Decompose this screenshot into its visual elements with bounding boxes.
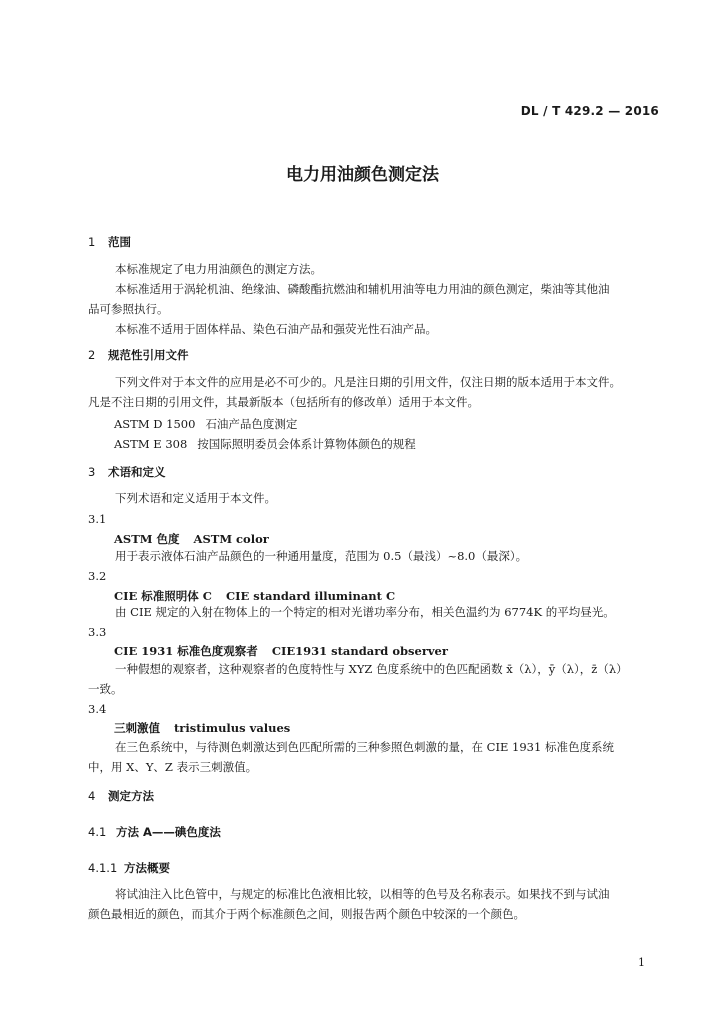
section-1-body [88,259,658,339]
reference-name: 石油产品色度测定 [205,417,298,431]
paragraph-continuation: 颜色最相近的颜色，而其介于两个标准颜色之间，则报告两个颜色中较深的一个颜色。 [88,907,525,921]
term-title [114,643,448,659]
reference-code: ASTM D 1500 [114,417,196,431]
term-title [114,588,395,604]
section-4-body [88,884,668,924]
subsection-4-1-heading [88,824,221,840]
paragraph: 本标准适用于涡轮机油、绝缘油、磷酸酯抗燃油和辅机用油等电力用油的颜色测定，柴油等其他油 [115,282,610,296]
term-definition [88,659,668,699]
term-definition [88,737,668,777]
reference-item [114,436,416,452]
term-en: CIE standard illuminant C [225,589,396,603]
term-title [114,531,269,547]
term-number: 3.3 [88,625,107,639]
section-title: 范围 [108,235,131,249]
section-number: 4 [88,789,96,803]
term-en: tristimulus values [174,721,291,735]
paragraph: 将试油注入比色管中，与规定的标准比色液相比较，以相等的色号及名称表示。如果找不到与试油 [115,887,610,901]
section-number: 4.1.1 [88,861,118,875]
section-number: 1 [88,235,96,249]
paragraph-continuation: 凡是不注日期的引用文件，其最新版本（包括所有的修改单）适用于本文件。 [88,395,479,409]
section-title: 测定方法 [108,789,154,803]
section-title: 方法概要 [124,861,170,875]
section-title: 规范性引用文件 [108,348,189,362]
section-2-heading [88,347,189,363]
paragraph: 本标准规定了电力用油颜色的测定方法。 [115,262,322,276]
section-number: 2 [88,348,96,362]
paragraph-continuation: 中，用 X、Y、Z 表示三刺激值。 [88,760,258,774]
section-number: 3 [88,465,96,479]
term-number: 3.1 [88,512,107,526]
reference-name: 按国际照明委员会体系计算物体颜色的规程 [197,437,416,451]
paragraph: 一种假想的观察者，这种观察者的色度特性与 XYZ 色度系统中的色匹配函数 x̄（λ），ȳ（λ），z̄（λ） [115,662,628,676]
reference-item [114,416,297,432]
standard-code: DL / T 429.2 — 2016 [520,104,659,118]
term-zh: CIE 标准照明体 C [114,589,212,603]
term-zh: CIE 1931 标准色度观察者 [114,644,258,658]
paragraph-continuation: 品可参照执行。 [88,302,169,316]
term-title [114,720,290,736]
term-en: CIE1931 standard observer [271,644,448,658]
term-definition: 由 CIE 规定的入射在物体上的一个特定的相对光谱功率分布，相关色温约为 6774K 的平均昼光。 [115,605,615,619]
subsection-4-1-1-heading [88,860,170,876]
page-number: 1 [638,956,645,969]
section-3-heading [88,464,166,480]
section-title: 术语和定义 [108,465,166,479]
paragraph: 本标准不适用于固体样品、染色石油产品和强荧光性石油产品。 [115,322,437,336]
term-zh: 三刺激值 [114,721,160,735]
section-1-heading [88,234,131,250]
term-number: 3.4 [88,702,107,716]
paragraph: 下列文件对于本文件的应用是必不可少的。凡是注日期的引用文件，仅注日期的版本适用于本文件。 [115,375,621,389]
term-en: ASTM color [193,532,269,546]
term-number: 3.2 [88,569,107,583]
section-2-body [88,372,663,412]
section-title: 方法 A——碘色度法 [116,825,221,839]
paragraph: 在三色系统中，与待测色刺激达到色匹配所需的三种参照色刺激的量，在 CIE 1931 标准色度系统 [115,740,614,754]
paragraph-continuation: 一致。 [88,682,123,696]
paragraph: 下列术语和定义适用于本文件。 [115,491,276,505]
section-number: 4.1 [88,825,107,839]
term-zh: ASTM 色度 [114,532,180,546]
document-title: 电力用油颜色测定法 [286,165,439,185]
term-definition: 用于表示液体石油产品颜色的一种通用量度，范围为 0.5（最浅）~8.0（最深）。 [115,549,528,563]
reference-code: ASTM E 308 [114,437,188,451]
section-4-heading [88,788,154,804]
